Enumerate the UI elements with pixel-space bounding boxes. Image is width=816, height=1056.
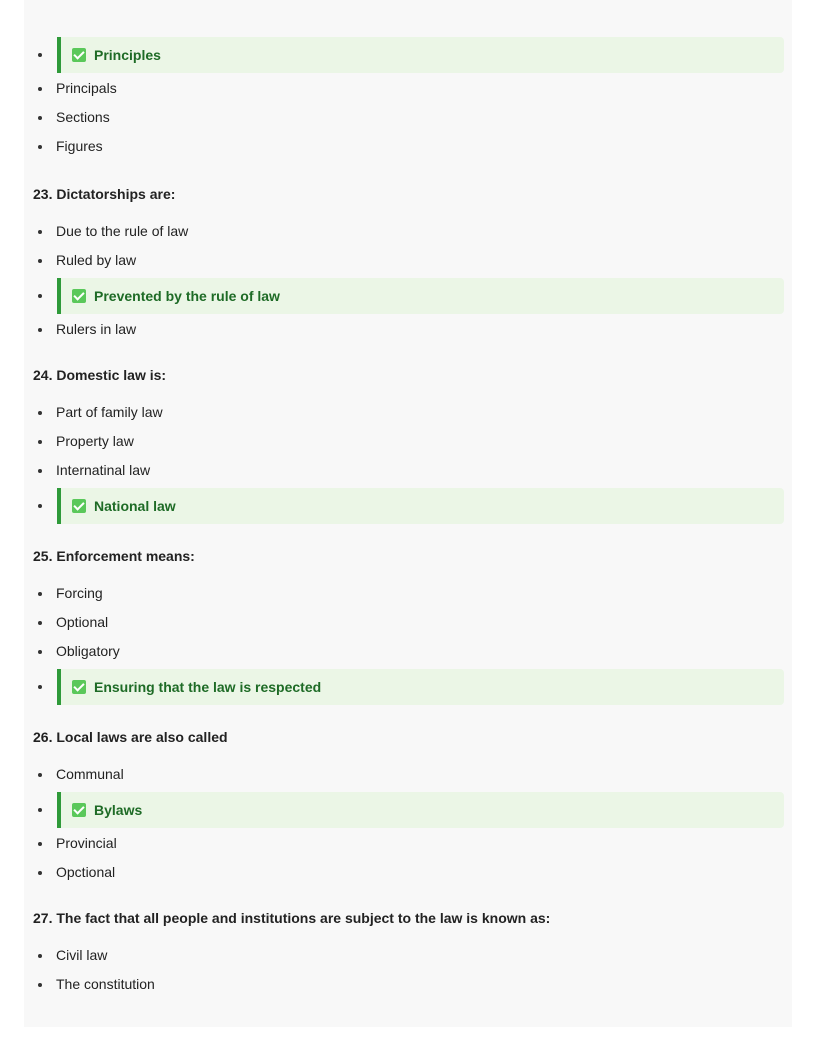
option	[24, 246, 792, 275]
option-correct	[24, 792, 792, 828]
bullet-dot-icon	[38, 469, 42, 473]
option-label: Prevented by the rule of law	[94, 288, 280, 304]
bullet-dot-icon	[38, 294, 42, 298]
correct-answer-box	[57, 669, 784, 705]
option-correct	[24, 37, 792, 73]
bullet-dot-icon	[38, 328, 42, 332]
question-24-options	[24, 398, 792, 524]
question-title: 26. Local laws are also called	[33, 729, 228, 745]
bullet-dot-icon	[38, 650, 42, 654]
option	[24, 74, 792, 103]
option	[24, 132, 792, 161]
option	[24, 941, 792, 970]
correct-answer-box	[57, 792, 784, 828]
bullet-dot-icon	[38, 592, 42, 596]
checkbox-checked-icon	[72, 289, 86, 303]
option-label: Optional	[56, 614, 109, 630]
option	[24, 760, 792, 789]
question-title: 25. Enforcement means:	[33, 548, 195, 564]
option-correct	[24, 278, 792, 314]
bullet-dot-icon	[38, 808, 42, 812]
bullet-dot-icon	[38, 954, 42, 958]
option-correct	[24, 488, 792, 524]
option	[24, 217, 792, 246]
correct-answer-box	[57, 488, 784, 524]
question-title: 23. Dictatorships are:	[33, 186, 176, 202]
question-26-options	[24, 760, 792, 887]
checkbox-checked-icon	[72, 803, 86, 817]
checkbox-checked-icon	[72, 680, 86, 694]
correct-answer-box	[57, 278, 784, 314]
option	[24, 103, 792, 132]
question-25-options	[24, 579, 792, 705]
option-label: Civil law	[56, 947, 108, 963]
option-label: Internatinal law	[56, 462, 151, 478]
bullet-dot-icon	[38, 53, 42, 57]
option-label: The constitution	[56, 976, 155, 992]
option-label: Due to the rule of law	[56, 223, 189, 239]
bullet-dot-icon	[38, 440, 42, 444]
checkbox-checked-icon	[72, 499, 86, 513]
question-title: 24. Domestic law is:	[33, 367, 167, 383]
question-22-options	[24, 37, 792, 161]
question-27-options	[24, 941, 792, 999]
option-label: Principals	[56, 80, 117, 96]
bullet-dot-icon	[38, 621, 42, 625]
option-label: Ensuring that the law is respected	[94, 679, 322, 695]
option	[24, 970, 792, 999]
option-label: Rulers in law	[56, 321, 137, 337]
bullet-dot-icon	[38, 116, 42, 120]
quiz-page	[24, 0, 792, 1027]
option	[24, 829, 792, 858]
option-label: Principles	[94, 47, 161, 63]
bullet-dot-icon	[38, 259, 42, 263]
option-label: Provincial	[56, 835, 117, 851]
option-label: Obligatory	[56, 643, 120, 659]
option-label: Figures	[56, 138, 103, 154]
bullet-dot-icon	[38, 145, 42, 149]
option-label: Property law	[56, 433, 134, 449]
bullet-dot-icon	[38, 871, 42, 875]
option-label: Bylaws	[94, 802, 143, 818]
correct-answer-box	[57, 37, 784, 73]
bullet-dot-icon	[38, 504, 42, 508]
option	[24, 315, 792, 344]
option-label: Sections	[56, 109, 110, 125]
option	[24, 456, 792, 485]
option	[24, 608, 792, 637]
option-label: Ruled by law	[56, 252, 137, 268]
bullet-dot-icon	[38, 842, 42, 846]
bullet-dot-icon	[38, 230, 42, 234]
bullet-dot-icon	[38, 983, 42, 987]
bullet-dot-icon	[38, 773, 42, 777]
option	[24, 427, 792, 456]
option-label: National law	[94, 498, 176, 514]
question-title: 27. The fact that all people and institutions are subject to the law is known as:	[33, 910, 551, 926]
bullet-dot-icon	[38, 87, 42, 91]
option-label: Forcing	[56, 585, 103, 601]
option	[24, 579, 792, 608]
option-label: Opctional	[56, 864, 116, 880]
option-label: Communal	[56, 766, 124, 782]
option	[24, 398, 792, 427]
option-correct	[24, 669, 792, 705]
bullet-dot-icon	[38, 685, 42, 689]
option	[24, 858, 792, 887]
bullet-dot-icon	[38, 411, 42, 415]
option	[24, 637, 792, 666]
option-label: Part of family law	[56, 404, 163, 420]
question-23-options	[24, 217, 792, 344]
checkbox-checked-icon	[72, 48, 86, 62]
